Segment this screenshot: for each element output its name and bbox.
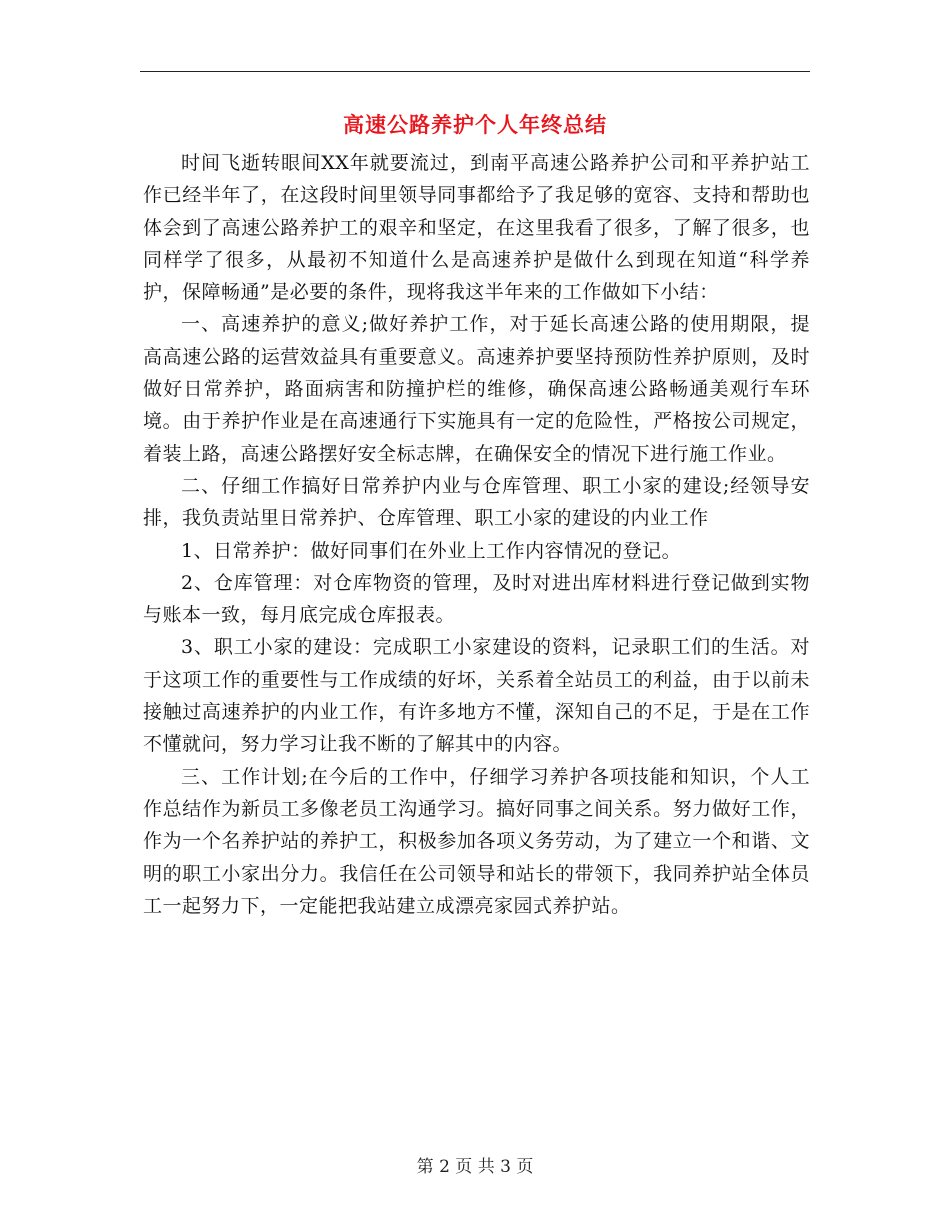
header-rule	[140, 71, 810, 72]
paragraph-section-3: 三、工作计划;在今后的工作中，仔细学习养护各项技能和知识，个人工作总结作为新员工多像老员工沟通学习。搞好同事之间关系。努力做好工作，作为一个名养护站的养护工，积极参加各项义务劳动，为了建立一个和谐、文明的职工小家出分力。我信任在公司领导和站长的带领下，我同养护站全体员工一起努力下，一定能把我站建立成漂亮家园式养护站。	[143, 765, 810, 917]
paragraph-section-1: 一、高速养护的意义;做好养护工作，对于延长高速公路的使用期限，提高高速公路的运营效益具有重要意义。高速养护要坚持预防性养护原则，及时做好日常养护，路面病害和防撞护栏的维修，确保高速公路畅通美观行车环境。由于养护作业是在高速通行下实施具有一定的危险性，严格按公司规定，着装上路，高速公路摆好安全标志牌，在确保安全的情况下进行施工作业。	[143, 313, 810, 465]
paragraph-item-3: 3、职工小家的建设：完成职工小家建设的资料，记录职工们的生活。对于这项工作的重要性与工作成绩的好坏，关系着全站员工的利益，由于以前未接触过高速养护的内业工作，有许多地方不懂，深知自己的不足，于是在工作不懂就问，努力学习让我不断的了解其中的内容。	[143, 636, 810, 756]
paragraph-item-2: 2、仓库管理：对仓库物资的管理，及时对进出库材料进行登记做到实物与账本一致，每月底完成仓库报表。	[143, 571, 810, 627]
paragraph-item-1: 1、日常养护：做好同事们在外业上工作内容情况的登记。	[181, 539, 682, 562]
paragraph-intro: 时间飞逝转眼间XX年就要流过，到南平高速公路养护公司和平养护站工作已经半年了，在这段时间里领导同事都给予了我足够的宽容、支持和帮助也体会到了高速公路养护工的艰辛和坚定，在这里我看了很多，了解了很多，也同样学了很多，从最初不知道什么是高速养护是做什么到现在知道“科学养护，保障畅通”是必要的条件，现将我这半年来的工作做如下小结：	[143, 152, 810, 304]
document-body	[143, 147, 810, 922]
paragraph-section-2: 二、仔细工作搞好日常养护内业与仓库管理、职工小家的建设;经领导安排，我负责站里日常养护、仓库管理、职工小家的建设的内业工作	[143, 474, 810, 530]
page-number: 第 2 页 共 3 页	[416, 1157, 534, 1177]
document-title: 高速公路养护个人年终总结	[343, 112, 607, 137]
